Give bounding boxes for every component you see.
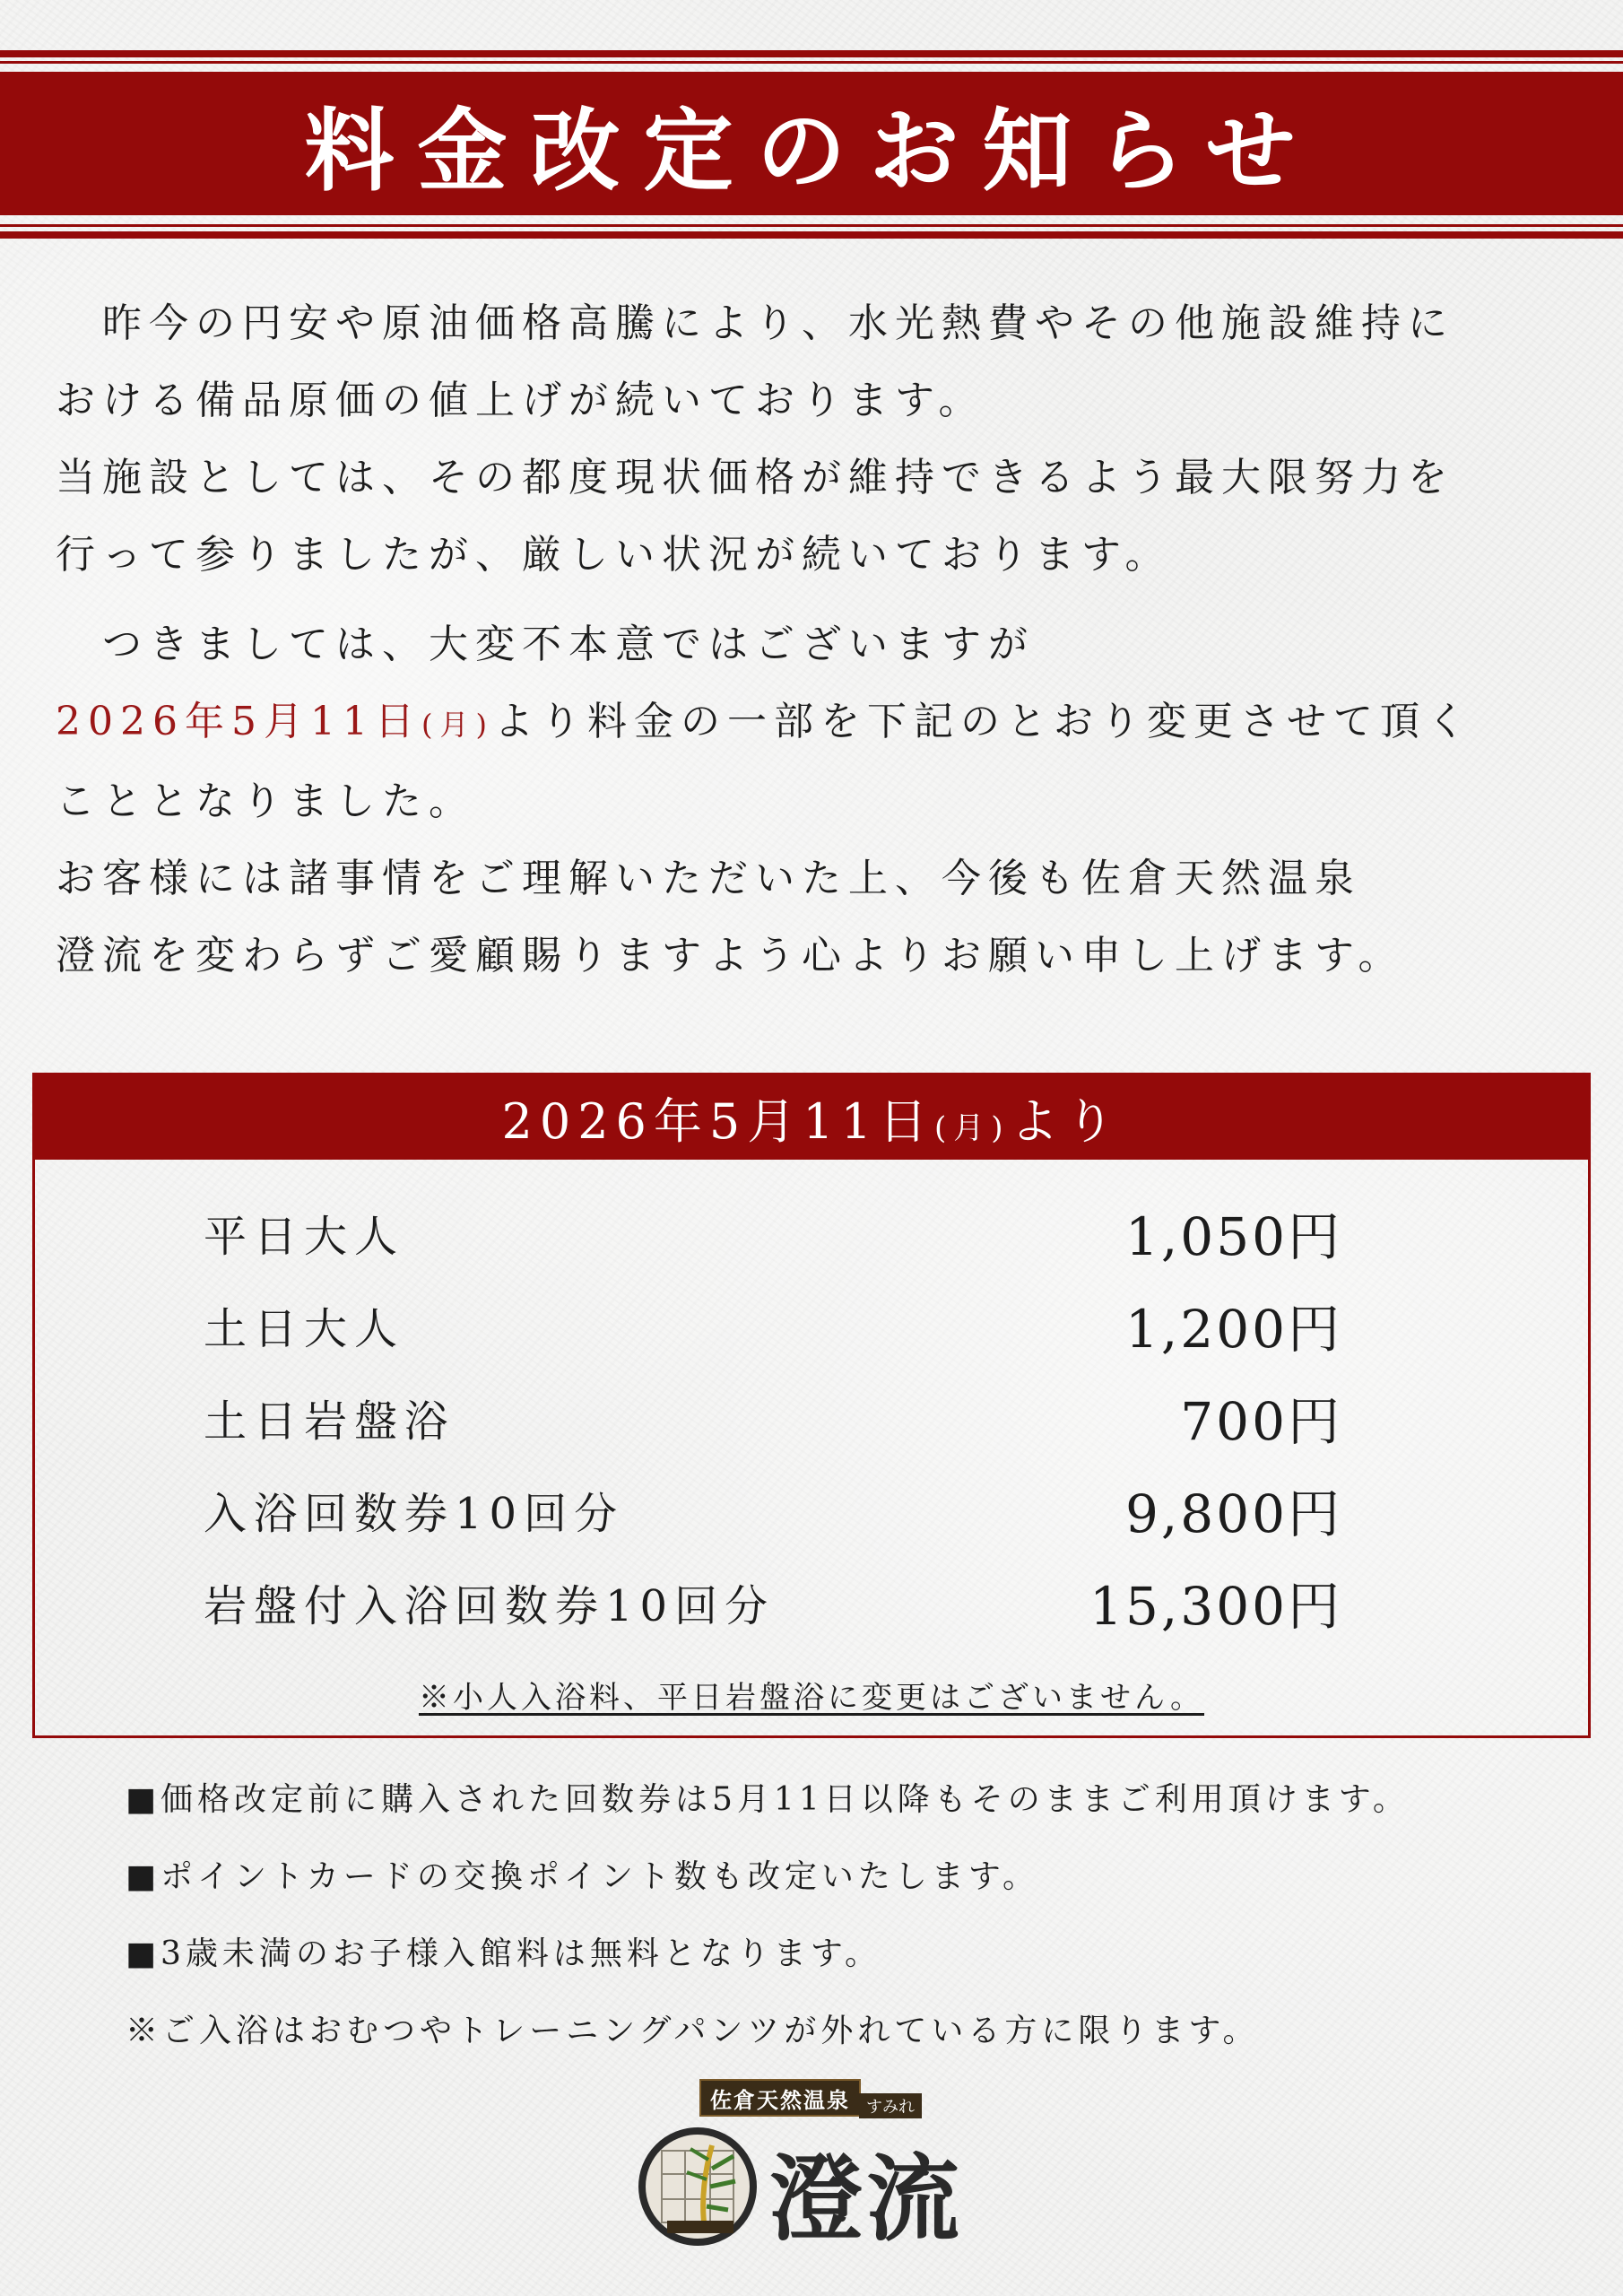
top-rule-thin [0, 61, 1623, 64]
price-row-value: 1,050円 [1124, 1206, 1342, 1267]
note-item: ■ポイントカードの交換ポイント数も改定いたします。 [126, 1858, 1040, 1895]
logo-plate-sub: すみれ [859, 2093, 922, 2118]
heading-suffix: より [1010, 1092, 1122, 1150]
top-rule-thick [0, 50, 1623, 57]
logo-plate: 佐倉天然温泉 [699, 2079, 861, 2117]
heading-date: 2026年5月11日 [501, 1092, 934, 1150]
title-banner [0, 72, 1623, 215]
effective-date-weekday: (月) [421, 708, 494, 742]
price-row-name: 土日岩盤浴 [204, 1396, 456, 1447]
intro-line: 澄流を変わらずご愛顧賜りますよう心よりお願い申し上げます。 [56, 933, 1405, 978]
bottom-rule-thick [0, 231, 1623, 239]
price-row-value: 700円 [1180, 1391, 1342, 1452]
bamboo-emblem-icon [635, 2124, 760, 2249]
note-item: ■3歳未満のお子様入館料は無料となります。 [126, 1935, 882, 1972]
price-row [204, 1377, 1342, 1457]
price-table-heading [501, 1083, 1121, 1152]
note-item: ■価格改定前に購入された回数券は5月11日以降もそのままご利用頂けます。 [126, 1781, 1410, 1818]
price-row [204, 1192, 1342, 1273]
intro-line: お客様には諸事情をご理解いただいた上、今後も佐倉天然温泉 [56, 856, 1361, 901]
effective-date: 2026年5月11日 [56, 699, 421, 744]
price-row-value: 9,800円 [1124, 1483, 1342, 1544]
intro-date-line [56, 683, 1580, 763]
notes-list [126, 1778, 1578, 2086]
price-table-header [35, 1075, 1588, 1160]
price-row-value: 1,200円 [1124, 1299, 1342, 1360]
intro-text [56, 285, 1580, 995]
intro-line-rest: より料金の一部を下記のとおり変更させて頂く [493, 699, 1473, 744]
intro-line: つきましては、大変不本意ではございますが [102, 622, 1035, 667]
price-table-note-text: ※小人入浴料、平日岩盤浴に変更はございません。 [418, 1680, 1205, 1716]
intro-line: 行って参りましたが、厳しい状況が続いております。 [56, 532, 1172, 578]
logo-name: 澄流 [769, 2144, 964, 2254]
intro-line: こととなりました。 [56, 778, 475, 824]
price-row [204, 1284, 1342, 1365]
intro-line: 当施設としては、その都度現状価格が維持できるよう最大限努力を [56, 455, 1454, 500]
intro-line: おける備品原価の値上げが続いております。 [56, 378, 985, 423]
facility-logo [635, 2079, 994, 2258]
intro-line: 昨今の円安や原油価格高騰により、水光熱費やその他施設維持に [102, 300, 1454, 346]
price-table [32, 1073, 1591, 1738]
heading-weekday: (月) [933, 1109, 1011, 1146]
price-row-name: 平日大人 [204, 1211, 405, 1262]
price-row-name: 岩盤付入浴回数券10回分 [204, 1580, 776, 1631]
price-row-name: 入浴回数券10回分 [204, 1488, 625, 1539]
price-row-name: 土日大人 [204, 1303, 405, 1354]
price-row-value: 15,300円 [1089, 1576, 1342, 1637]
bottom-rule-thin [0, 224, 1623, 227]
price-table-note [35, 1673, 1588, 1717]
page-title: 料金改定のお知らせ [304, 98, 1319, 204]
note-item: ※ご入浴はおむつやトレーニングパンツが外れている方に限ります。 [126, 2013, 1260, 2049]
price-row [204, 1469, 1342, 1550]
price-row [204, 1561, 1342, 1642]
